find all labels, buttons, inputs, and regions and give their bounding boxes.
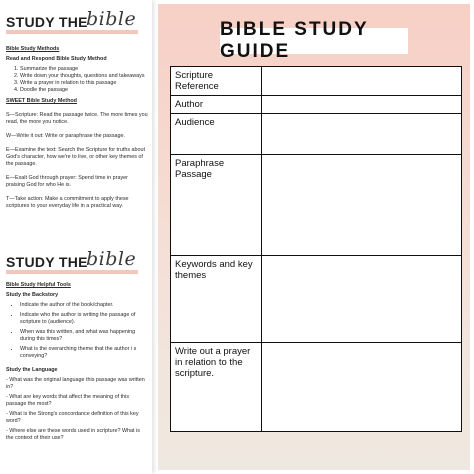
list-item: • What is the overarching theme that the author i s conveying? [20, 346, 148, 360]
table-row [171, 343, 462, 432]
logo-script: bible [86, 248, 137, 270]
language-item: - What is the Strong's concordance definition of this key word? [6, 411, 139, 424]
tools-heading: Bible Study Helpful Tools [6, 282, 71, 288]
table-row [171, 114, 462, 155]
logo-underline [6, 270, 138, 274]
backstory-list [6, 302, 148, 360]
table-row [171, 96, 462, 114]
logo-underline [6, 30, 138, 34]
row-label: Write out a prayer in relation to the scripture. [171, 343, 262, 432]
table-row [171, 256, 462, 343]
language-item: - What was the original language this passage was written in? [6, 377, 145, 390]
methods-section [6, 46, 148, 213]
answer-cell[interactable] [262, 155, 462, 256]
row-label: Author [171, 96, 262, 114]
sweet-heading: SWEET Bible Study Method [6, 98, 77, 104]
logo-word: STUDY THE [6, 254, 88, 270]
read-respond-list [6, 66, 148, 94]
methods-heading: Bible Study Methods [6, 46, 60, 52]
language-item: - What are key words that affect the meaning of this passage the most? [6, 394, 130, 407]
row-label: Audience [171, 114, 262, 155]
logo-word: STUDY THE [6, 14, 88, 30]
list-item: • When was this written, and what was happening during this times? [20, 329, 148, 343]
sweet-item: E—Examine the text: Search the Scripture for truths about God's character, how we're to live, or other key themes of the passage. [6, 147, 146, 167]
answer-cell[interactable] [262, 343, 462, 432]
list-item: 2. Write down your thoughts, questions and takeaways [20, 73, 148, 80]
language-heading: Study the Language [6, 367, 58, 373]
sweet-item: S—Scripture: Read the passage twice. The more times you read, the more you notice. [6, 112, 148, 125]
answer-cell[interactable] [262, 96, 462, 114]
row-label: Paraphrase Passage [171, 155, 262, 256]
guide-title-box [220, 19, 408, 62]
tools-section [6, 282, 148, 445]
table-row [171, 155, 462, 256]
row-label: Scripture Reference [171, 67, 262, 96]
study-guide-sheet [158, 4, 470, 470]
list-item: • Indicate who the author is writing the passage of scripture to (audience). [20, 312, 148, 326]
guide-table [170, 66, 462, 432]
study-the-bible-logo [6, 8, 146, 34]
backstory-heading: Study the Backstory [6, 292, 59, 298]
table-row [171, 67, 462, 96]
answer-cell[interactable] [262, 114, 462, 155]
row-label: Keywords and key themes [171, 256, 262, 343]
sweet-item: W—Write it out: Write or paraphrase the passage. [6, 133, 126, 139]
language-item: - Where else are these words used in scripture? What is the context of their use? [6, 428, 140, 441]
study-the-bible-logo [6, 248, 146, 274]
answer-cell[interactable] [262, 67, 462, 96]
logo-script: bible [86, 8, 137, 30]
sweet-item: E—Exalt God through prayer: Spend time in prayer praising God for who He is. [6, 175, 128, 188]
list-item: 3. Write a prayer in relation to this passage [20, 80, 148, 87]
list-item: • Indicate the author of the book/chapter. [20, 302, 148, 309]
sweet-item: T—Take action: Make a commitment to apply these scriptures to your everyday life in a practical way. [6, 196, 129, 209]
list-item: 4. Doodle the passage [20, 87, 148, 94]
method-sheet [0, 0, 152, 474]
answer-cell[interactable] [262, 256, 462, 343]
guide-title: BIBLE STUDY GUIDE [220, 19, 369, 62]
list-item: 1. Summarize the passage [20, 66, 148, 73]
read-respond-heading: Read and Respond Bible Study Method [6, 56, 107, 62]
